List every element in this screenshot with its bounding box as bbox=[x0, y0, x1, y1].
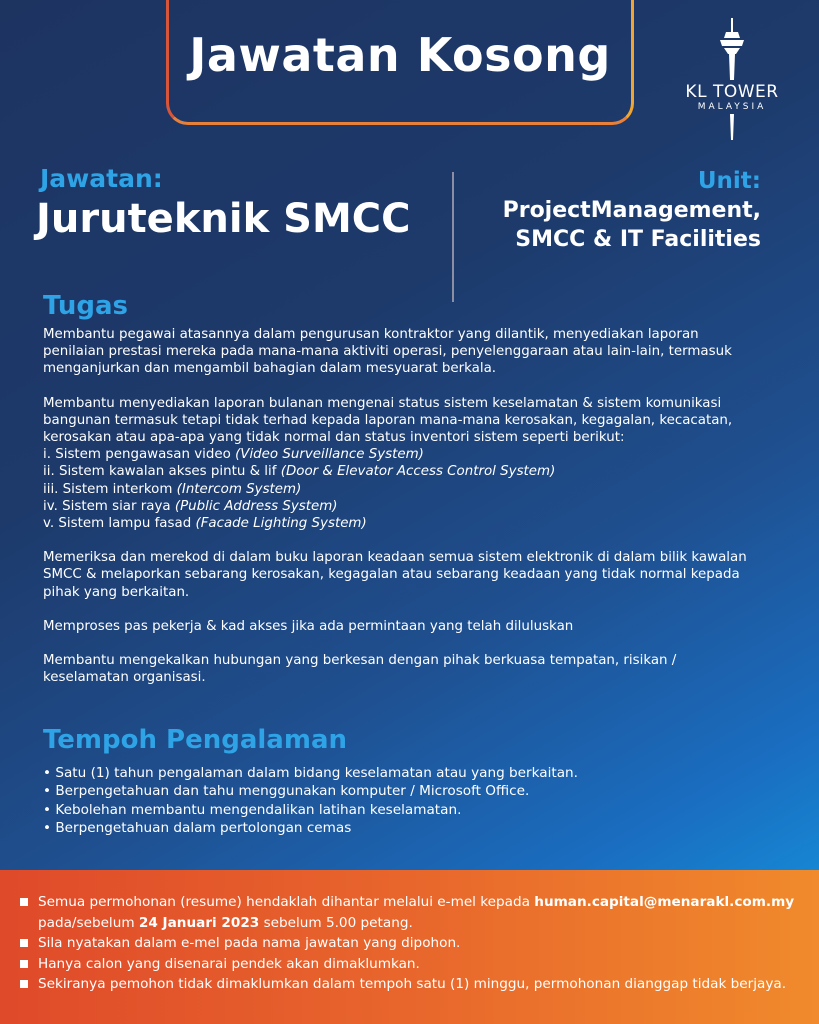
duty-line: kerosakan atau apa-apa yang tidak normal dan status inventori sistem seperti berikut: bbox=[43, 430, 625, 446]
system-item: v. Sistem lampu fasad (Facade Lighting System) bbox=[43, 516, 367, 532]
list-item: • Berpengetahuan dalam pertolongan cemas bbox=[43, 820, 352, 837]
experience-heading: Tempoh Pengalaman bbox=[43, 725, 348, 755]
duty-line: bangunan termasuk tetapi tidak terhad kepada laporan mana-mana kerosakan, kegagalan, kecacatan, bbox=[43, 412, 733, 428]
unit-name bbox=[401, 196, 761, 254]
notice-item: Hanya calon yang disenarai pendek akan dimaklumkan. bbox=[20, 954, 810, 975]
email-address: human.capital@menarakl.com.my bbox=[534, 894, 795, 910]
duties-heading: Tugas bbox=[43, 291, 129, 321]
tower-base-icon bbox=[727, 114, 737, 140]
deadline-date: 24 Januari 2023 bbox=[138, 914, 260, 931]
notice-item: Sila nyatakan dalam e-mel pada nama jawatan yang dipohon. bbox=[20, 933, 810, 954]
page-title: Jawatan Kosong bbox=[189, 28, 611, 82]
notice-list bbox=[20, 892, 810, 995]
list-item: • Satu (1) tahun pengalaman dalam bidang keselamatan atau yang berkaitan. bbox=[43, 765, 578, 781]
duty-paragraph bbox=[43, 652, 783, 686]
duty-line: Membantu mengekalkan hubungan yang berkesan dengan pihak berkuasa tempatan, risikan / bbox=[43, 653, 677, 669]
system-item: ii. Sistem kawalan akses pintu & lif (Door & Elevator Access Control System) bbox=[43, 464, 556, 480]
duty-line: pihak yang berkaitan. bbox=[43, 584, 190, 600]
duties-section bbox=[43, 326, 783, 703]
notice-item: Sekiranya pemohon tidak dimaklumkan dalam tempoh satu (1) minggu, permohonan dianggap tidak berjaya. bbox=[20, 974, 810, 995]
position-label: Jawatan: bbox=[40, 164, 163, 193]
duty-line: penilaian prestasi mereka pada mana-mana aktiviti operasi, penyelenggaraan atau lain-lain, termasuk bbox=[43, 344, 732, 360]
duty-line: Memeriksa dan merekod di dalam buku laporan keadaan semua sistem elektronik di dalam bilik kawalan bbox=[43, 550, 747, 566]
duty-line: Memproses pas pekerja & kad akses jika ada permintaan yang telah diluluskan bbox=[43, 618, 574, 634]
system-item: iii. Sistem interkom (Intercom System) bbox=[43, 481, 302, 497]
unit-name-line: SMCC & IT Facilities bbox=[515, 227, 761, 252]
notice-item: Semua permohonan (resume) hendaklah dihantar melalui e-mel kepada human.capital@menarakl.com.my pada/sebelum 24 Januari 2023 sebelum 5.00 petang. bbox=[20, 892, 810, 933]
system-item: i. Sistem pengawasan video (Video Surveillance System) bbox=[43, 447, 424, 463]
duty-paragraph bbox=[43, 395, 783, 533]
duty-paragraph bbox=[43, 618, 783, 635]
system-item: iv. Sistem siar raya (Public Address System) bbox=[43, 498, 338, 514]
square-bullet-icon bbox=[20, 960, 28, 968]
duty-line: keselamatan organisasi. bbox=[43, 670, 206, 686]
duty-line: Membantu menyediakan laporan bulanan mengenai status sistem keselamatan & sistem komunikasi bbox=[43, 395, 722, 411]
duty-line: menganjurkan dan mengambil bahagian dalam mesyuarat berkala. bbox=[43, 361, 497, 377]
list-item: • Berpengetahuan dan tahu menggunakan komputer / Microsoft Office. bbox=[43, 783, 530, 800]
experience-list bbox=[43, 764, 783, 838]
kl-tower-logo bbox=[682, 18, 782, 142]
duty-paragraph bbox=[43, 549, 783, 601]
logo-name: KL TOWER bbox=[685, 82, 779, 102]
kl-tower-icon bbox=[712, 18, 752, 80]
duty-line: Membantu pegawai atasannya dalam pengurusan kontraktor yang dilantik, menyediakan laporan bbox=[43, 327, 699, 342]
list-item: • Kebolehan membantu mengendalikan latihan keselamatan. bbox=[43, 801, 462, 818]
unit-name-line: ProjectManagement, bbox=[502, 198, 761, 223]
position-title: Juruteknik SMCC bbox=[36, 196, 411, 242]
duty-line: SMCC & melaporkan sebarang kerosakan, kegagalan atau sebarang keadaan yang tidak normal kepada bbox=[43, 567, 740, 583]
square-bullet-icon bbox=[20, 980, 28, 988]
square-bullet-icon bbox=[20, 898, 28, 906]
duty-paragraph bbox=[43, 326, 783, 378]
footer-notice bbox=[0, 870, 819, 1024]
unit-label: Unit: bbox=[697, 168, 761, 194]
square-bullet-icon bbox=[20, 939, 28, 947]
logo-subtitle: MALAYSIA bbox=[697, 102, 767, 112]
